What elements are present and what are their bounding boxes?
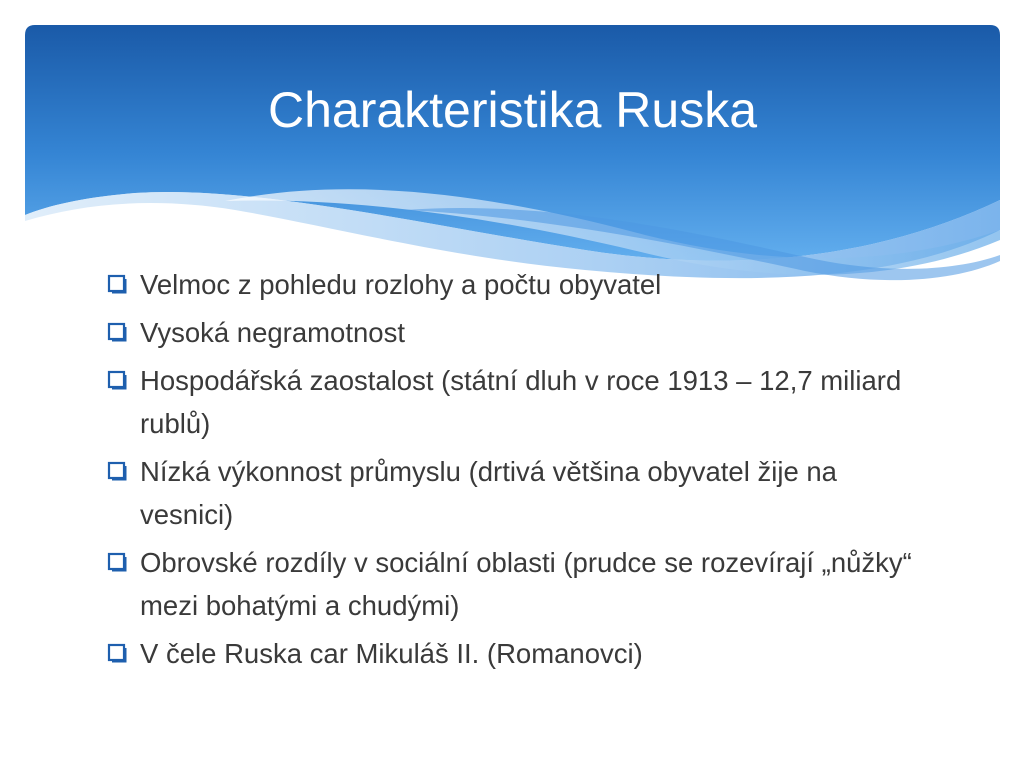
hollow-square-checkbox-icon xyxy=(106,321,129,344)
bullet-item xyxy=(106,541,926,627)
bullet-text: V čele Ruska car Mikuláš II. (Romanovci) xyxy=(140,638,643,669)
bullet-text: Obrovské rozdíly v sociální oblasti (prudce se rozevírají „nůžky“ mezi bohatými a chudými) xyxy=(140,547,912,621)
hollow-square-checkbox-icon xyxy=(106,369,129,392)
bullet-item xyxy=(106,632,926,675)
bullet-text: Vysoká negramotnost xyxy=(140,317,405,348)
wave-banner-graphic xyxy=(25,25,1000,295)
bullet-item xyxy=(106,263,926,306)
hollow-square-checkbox-icon xyxy=(106,460,129,483)
bullet-list xyxy=(106,263,926,680)
hollow-square-checkbox-icon xyxy=(106,642,129,665)
bullet-text: Hospodářská zaostalost (státní dluh v roce 1913 – 12,7 miliard rublů) xyxy=(140,365,902,439)
bullet-item xyxy=(106,311,926,354)
bullet-item xyxy=(106,359,926,445)
title-banner xyxy=(25,25,1000,295)
bullet-text: Velmoc z pohledu rozlohy a počtu obyvatel xyxy=(140,269,662,300)
hollow-square-checkbox-icon xyxy=(106,273,129,296)
bullet-item xyxy=(106,450,926,536)
bullet-text: Nízká výkonnost průmyslu (drtivá většina obyvatel žije na vesnici) xyxy=(140,456,837,530)
hollow-square-checkbox-icon xyxy=(106,551,129,574)
slide-title: Charakteristika Ruska xyxy=(267,82,758,138)
